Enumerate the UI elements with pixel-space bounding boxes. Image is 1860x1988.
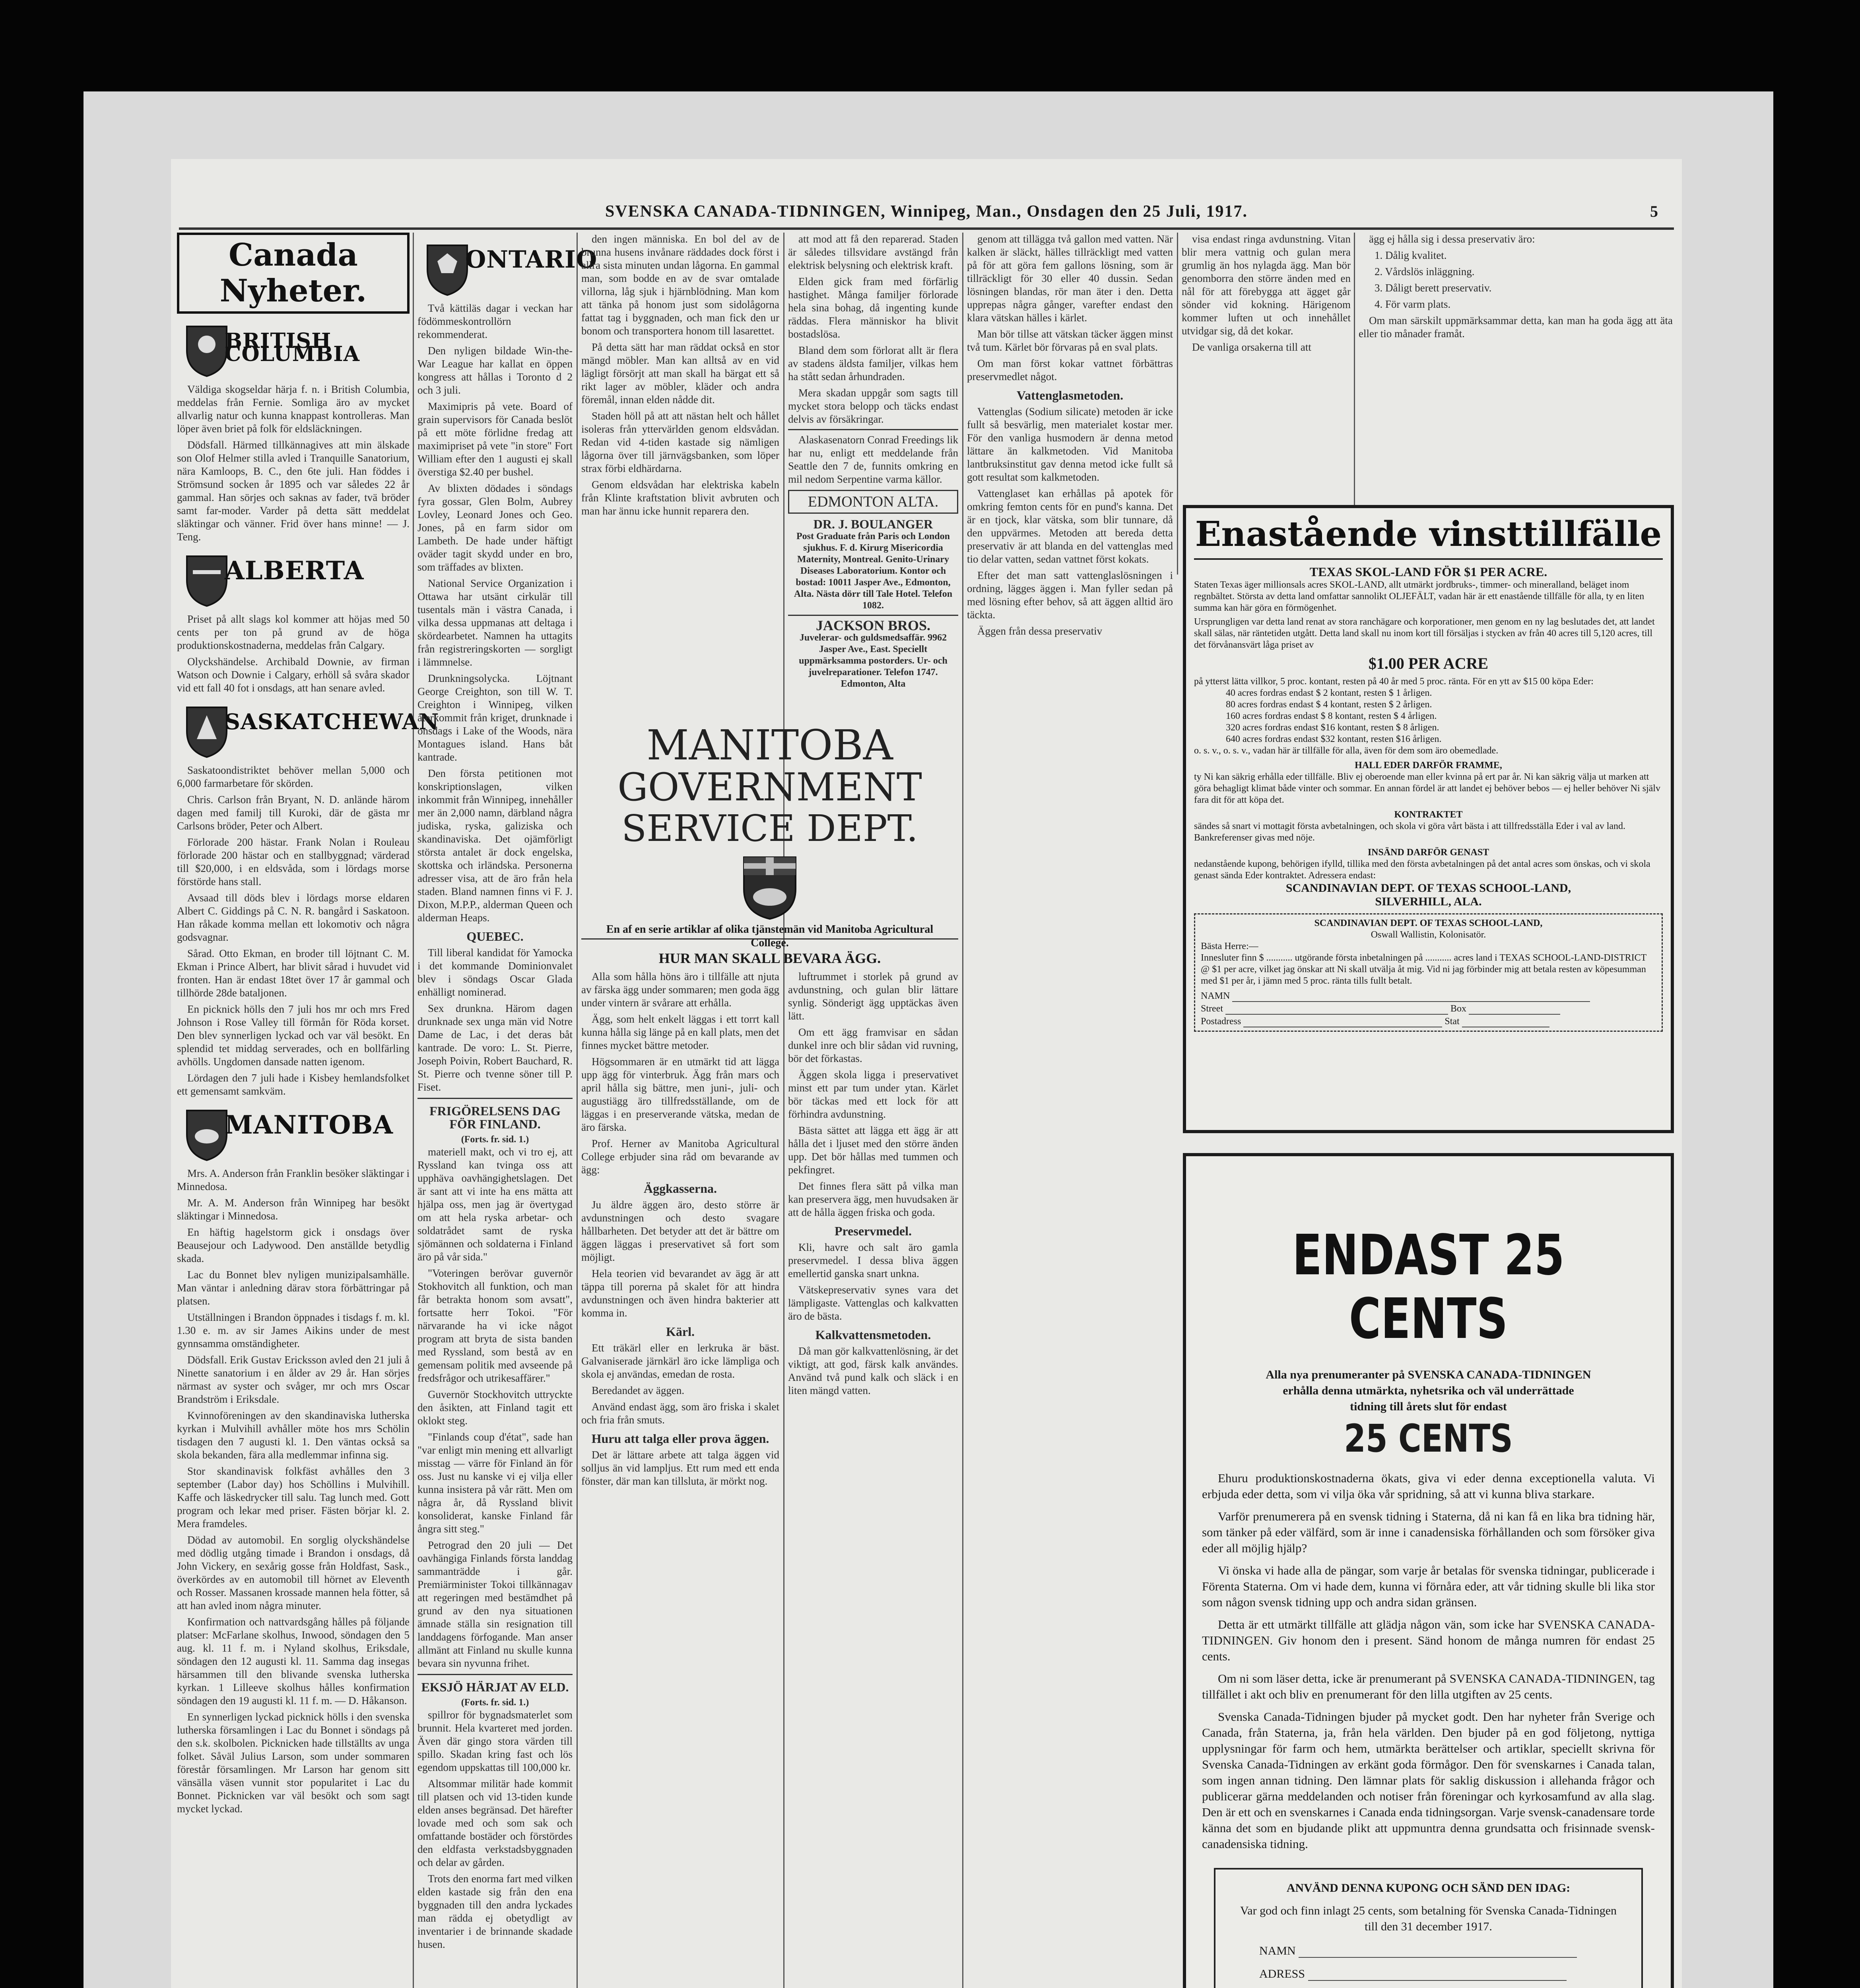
ad-paragraph: Varför prenumerera på en svensk tidning i Staterna, då ni kan få en lika bra tidning här, som tänker på eder välfärd, som är inne i canadensiska förhållanden och som försöker giva eder all möjlig hjälp? bbox=[1202, 1509, 1655, 1555]
ad-paragraph: Detta är ett utmärkt tillfälle att glädja någon vän, som icke har SVENSKA CANADA-TIDNINGEN. Giv honom den i present. Sänd honom de många numren för endast 25 cents. bbox=[1202, 1617, 1655, 1663]
article-paragraph: Ägg, som helt enkelt läggas i ett torrt kall kunna hålla sig länge på en kall plats, men det finnes mycket bättre metoder. bbox=[581, 1013, 779, 1051]
news-item: Dödad av automobil. En sorglig olyckshändelse med dödlig utgång timade i Brandon i onsdags, då John Vickery, en sexårig gosse från Holdfast, Sask., överkördes av en automobil till hörnet av Eleventh och Rosser. Massanen krossade mannen hela fötter, så att han avled inom några minuter. bbox=[177, 1534, 410, 1611]
article-headline: EKSJÖ HÄRJAT AV ELD. bbox=[421, 1680, 569, 1694]
coupon-text: Var god och finn inlagt 25 cents, som betalning för Svenska Canada-Tidningen till den 31 december 1917. bbox=[1240, 1904, 1617, 1933]
column-6-top bbox=[1182, 233, 1351, 495]
coupon-field-label: NAMN bbox=[1259, 1944, 1296, 1957]
ad-paragraph: Svenska Canada-Tidningen bjuder på mycket godt. Den har nyheter från Sverige och Canada, från Staterna, ja, från hela världen. Den bjuder på en god följetong, nyttiga upplysningar för farm och hem, utmärkta berättelser och artiklar, speciellt skrivna för Svenska Canada-Tidningen av erkänt goda förmågor. Den för svenskarnes i Canada talan, som ingen annan tidning. Den lämnar plats för saklig diskussion i allehanda frågor och publicerar gärna meddelanden och notiser från föreningar och kyrkosamfund av alla slag. Den är ett och en svenskarnes i Canada enda tidningsorgan. Varje svensk-canadensare torde känna det som en bjudande plikt att uppmuntra denna grundsatta och frisinnade svensk-canadensiska tidning. bbox=[1202, 1710, 1655, 1851]
news-item: Dödsfall. Erik Gustav Ericksson avled den 21 juli å Ninette sanatorium i en ålder av 29 år. Han sörjes närmast av syster och svåger, mr och mrs Oscar Brandström i Eriksdale. bbox=[177, 1354, 410, 1405]
ad-price: $1.00 PER ACRE bbox=[1368, 654, 1489, 672]
article-paragraph: Petrograd den 20 juli — Det oavhängiga Finlands första landdag sammanträdde i går. Premiärminister Tokoi tillkännagav att regeringen med bestämdhet på grund av den nya situationen ämnade ställa sin resignation till landdagens förfogande. Man anser allmänt att Finland nu skulle kunna bevara sin nyvunna frihet. bbox=[417, 1539, 573, 1669]
article-paragraph: att mod att få den reparerad. Staden är således tillsvidare avstängd från elektrisk belysning och elektrisk kraft. bbox=[788, 233, 958, 271]
ad-title: ENDAST 25 CENTS bbox=[1292, 1223, 1565, 1351]
edmonton-heading: EDMONTON ALTA. bbox=[788, 490, 958, 514]
column-divider bbox=[577, 233, 578, 1988]
name-field[interactable] bbox=[1299, 1945, 1577, 1958]
ad-subtitle: TEXAS SKOL-LAND FÖR $1 PER ACRE. bbox=[1309, 565, 1547, 579]
article-paragraph: "Voteringen berövar guvernör Stokhovitch all funktion, och man får betrakta honom som avsatt", fortsatte herr Tokoi. "För närvarande ha vi icke något program att bryta de sista banden med Ryssland, som bestå av en gemensam politik med avseende på fredsfrågor och utrikesaffärer." bbox=[417, 1267, 573, 1384]
article-paragraph: Äggen från dessa preservativ bbox=[977, 625, 1103, 637]
ad-price: 25 CENTS bbox=[1344, 1416, 1513, 1461]
article-headline: FRIGÖRELSENS DAG FÖR FINLAND. bbox=[429, 1104, 561, 1131]
subheading: Kärl. bbox=[666, 1324, 695, 1339]
province-label: MANITOBA bbox=[225, 1110, 394, 1140]
address-field[interactable] bbox=[1308, 1968, 1567, 1981]
article-paragraph: Äggen skola ligga i preservativet minst ett par tum under ytan. Kärlet bör täckas med ett lock för att förhindra avdunstning. bbox=[788, 1069, 958, 1120]
ad-title: Enastående vinsttillfälle bbox=[1194, 514, 1663, 560]
article-paragraph: Vätskepreservativ synes vara det lämpligaste. Vattenglas och kalkvatten äro de bästa. bbox=[788, 1284, 958, 1322]
province-label: SASKATCHEWAN bbox=[225, 709, 439, 734]
article-paragraph: Hela teorien vid bevarandet av ägg är att täppa till porerna på skalet för att hindra avdunstningen och även hindra bakterier att komma in. bbox=[581, 1268, 779, 1319]
banner-line: GOVERNMENT bbox=[617, 765, 922, 810]
coupon-field-label: Box bbox=[1450, 1004, 1466, 1014]
name-field[interactable] bbox=[1232, 989, 1590, 1002]
ad-line: tidning till årets slut för endast bbox=[1350, 1400, 1507, 1413]
article-paragraph: Ett träkärl eller en lerkruka är bäst. Galvaniserade järnkärl äro icke lämpliga och skola ej användas, emedan de rosta. bbox=[581, 1342, 779, 1380]
ad-text: Ursprungligen var detta land renat av stora ranchägare och korporationer, men genom en ny lag beslutades det, att landet skall sälas, när räntetiden utgått. Detta land skall nu inom kort till försäljas i stycken av från 40 acres till 5,120 acres, till det förvånansvärt låga priset av bbox=[1194, 617, 1655, 650]
news-item: Mrs. A. Anderson från Franklin besöker släktingar i Minnedosa. bbox=[177, 1167, 410, 1192]
saskatchewan-header bbox=[177, 699, 439, 759]
news-item: Till liberal kandidat för Yamocka i det kommande Dominionvalet blev i söndags Oscar Glada enhälligt nominerad. bbox=[417, 947, 573, 998]
news-item: Av blixten dödades i söndags fyra gossar, Glen Bolm, Aubrey Lovley, Leonard Jones och Geo. Jones, på en farm sidor om Lambeth. De hade under häftigt oväder tagit skydd under en bro, som träffades av blixten. bbox=[417, 482, 573, 573]
ad-text: på ytterst lätta villkor, 5 proc. kontant, resten på 40 år med 5 proc. ränta. För en ytt av $15 00 köpa Eder: bbox=[1194, 676, 1594, 687]
news-item: Förlorade 200 hästar. Frank Nolan i Rouleau förlorade 200 hästar och en stallbyggnad; värderad till $20,000, i en eldsvåda, som i lördags morse förstörde hans stall. bbox=[177, 836, 410, 887]
article-paragraph: Elden gick fram med förfärlig hastighet. Många familjer förlorade hela sina bohag, då ingenting kunde räddas. Flera människor ha blivit bostadslösa. bbox=[788, 276, 958, 340]
article-headline: HUR MAN SKALL BEVARA ÄGG. bbox=[658, 950, 881, 966]
province-label: ALBERTA bbox=[225, 556, 364, 586]
article-paragraph: Använd endast ägg, som äro friska i skalet och fria från smuts. bbox=[581, 1401, 779, 1426]
subheading: Preservmedel. bbox=[835, 1224, 912, 1238]
article-paragraph: den ingen människa. En bol del av de brunna husens invånare räddades dock först i allra sista minuten undan lågorna. En gammal man, som bodde en av de svar omtalade villorna, låg sjuk i hjärnblödning. Man kom att tänka på honom just som sidolågorna fattat tag i byggnaden, och man fick den ur bonom och transportera honom till lasarettet. bbox=[581, 233, 779, 337]
article-paragraph: Mera skadan uppgår som sagts till mycket stora belopp och täcks endast delvis av försäkringar. bbox=[788, 387, 958, 425]
texas-land-advertisement bbox=[1183, 505, 1674, 1133]
article-paragraph: Det finnes flera sätt på vilka man kan preservera ägg, men huvudsaken är att de hålla äggen friska och goda. bbox=[788, 1180, 958, 1218]
news-item: En picknick hölls den 7 juli hos mr och mrs Fred Johnson i Rose Valley till förmån för Röda korset. Den blev synnerligen lyckad och var väl besökt. En splendid tet middag serverades, och en bollfärling avhölls. Ungdomen dansade natten igenom. bbox=[177, 1003, 410, 1068]
news-item: Två kättiläs dagar i veckan har födömmeskontrollörn rekommenderat. bbox=[417, 302, 573, 340]
column-7-top bbox=[1359, 233, 1673, 495]
article-paragraph: Då man gör kalkvattenlösning, är det viktigt, att god, färsk kalk användes. Använd två pund kalk och släck i en liten mängd vatten. bbox=[788, 1345, 958, 1396]
ad-text: nedanstående kupong, behörigen ifylld, tillika med den första avbetalningen på det antal acres som önskas, och vi skola genast sända Eder kontraktet. Adressera endast: bbox=[1194, 859, 1650, 881]
article-paragraph: På detta sätt har man räddat också en stor mängd möbler. Man kan alltså av en vid lägligt försörjt att man skall ha bärgat ett så rikt lager av möbler, kläder och andra föremål, innan elden nådde dit. bbox=[581, 341, 779, 406]
subheading: Äggkasserna. bbox=[643, 1181, 717, 1196]
ontario-header bbox=[417, 237, 598, 297]
subscription-advertisement bbox=[1183, 1153, 1674, 1988]
news-item: Saskatoondistriktet behöver mellan 5,000 och 6,000 farmarbetare för skörden. bbox=[177, 764, 410, 789]
ad-line: Alla nya prenumeranter på SVENSKA CANADA-TIDNINGEN bbox=[1266, 1368, 1591, 1381]
british-columbia-header bbox=[177, 318, 410, 378]
banner-line: MANITOBA bbox=[647, 721, 893, 769]
advertisement-text: Post Graduate från Paris och London sjukhus. F. d. Kirurg Misericordia Maternity, Montreal. Genito-Urinary Diseases Laboratorium. Kontor och bostad: 10011 Jasper Ave., Edmonton, Alta. Nästa dörr till Tale Hotel. Telefon 1082. bbox=[794, 531, 953, 611]
news-item: Mr. A. M. Anderson från Winnipeg har besökt släktingar i Minnedosa. bbox=[177, 1197, 410, 1222]
province-label: ONTARIO bbox=[465, 246, 598, 274]
ad-text: ty Ni kan säkrig erhålla eder tillfälle. Bliv ej oberoende man eller kvinna på ert par år. Ni kan säkrig välja ut marken att göra behagligt klimat både vinter och sommar. En annan fördel är att landet ej behöver bebos — ej heller behöver Ni själv fara dit för att köpa det. bbox=[1194, 772, 1660, 805]
ad-paragraph: Ehuru produktionskostnaderna ökats, giva vi eder denna exceptionella valuta. Vi erbjuda eder detta, som vi vilja öka vår spridning, så att vi kunna bliva starkare. bbox=[1202, 1471, 1655, 1501]
article-paragraph: Kli, havre och salt äro gamla preservmedel. I dessa bliva äggen emellertid ganska snart unkna. bbox=[788, 1241, 958, 1279]
series-note: En af en serie artiklar af olika tjänstemän vid Manitoba Agricultural College. bbox=[606, 923, 934, 949]
article-paragraph: Högsommaren är en utmärkt tid att lägga upp ägg för vinterbruk. Ägg från mars och april hålla sig bättre, men juni-, juli- och augustiägg äro tillfredsställande, om de läggas i en preserverande vätska, medan de äro färska. bbox=[581, 1056, 779, 1133]
coupon-greeting: Bästa Herre:— bbox=[1201, 941, 1258, 951]
news-item: Sex drunkna. Härom dagen drunknade sex unga män vid Notre Dame de Lac, i det deras båt kantrade. De voro: L. St. Pierre, Joseph Poivin, Robert Bauchard, R. St. Pierre och tvenne söner till P. Fiset. bbox=[417, 1002, 573, 1093]
news-item: Olyckshändelse. Archibald Downie, av firman Watson och Downie i Calgary, erhöll så svåra skador vid ett fall 40 fot i onsdags, att han senare avled. bbox=[177, 656, 410, 694]
article-paragraph: Om man först kokar vattnet förbättras preservmedlet något. bbox=[967, 357, 1173, 382]
coupon-field-label: NAMN bbox=[1201, 991, 1230, 1001]
article-paragraph: Alla som hålla höns äro i tillfälle att njuta av färska ägg under sommaren; men goda ägg under vintern är svårare att erhålla. bbox=[581, 971, 779, 1009]
article-paragraph: Staden höll på att att nästan helt och hållet isoleras från yttervärlden genom eldsvådan. Redan vid 4-tiden kastade sig nämligen lågorna över till järnvägsbanken, som löper strax förbi eldhärdarna. bbox=[581, 410, 779, 474]
term-row: 40 acres fordras endast $ 2 kontant, resten $ 1 årligen. bbox=[1226, 688, 1432, 698]
section-title: Canada Nyheter. bbox=[177, 233, 410, 314]
ad-address: SCANDINAVIAN DEPT. OF TEXAS SCHOOL-LAND, bbox=[1285, 881, 1571, 895]
column-divider bbox=[413, 233, 414, 1988]
article-paragraph: visa endast ringa avdunstning. Vitan blir mera vattnig och gulan mera grumlig än hos nylagda ägg. Man bör genomborra den större änden med en nål för att förebygga att ägget går sönder vid kokning. Härigenom kommer luften ut och innehållet utvidgar sig, då det kokar. bbox=[1182, 233, 1351, 337]
column-divider bbox=[1177, 233, 1178, 575]
list-item: 4. För varm plats. bbox=[1375, 298, 1451, 310]
subscription-coupon[interactable] bbox=[1214, 1868, 1643, 1988]
column-canada-nyheter bbox=[177, 233, 439, 1988]
banner-line: SERVICE DEPT. bbox=[621, 807, 918, 850]
article-paragraph: Prof. Herner av Manitoba Agricultural College erbjuder sina råd om bevarande av ägg: bbox=[581, 1138, 779, 1176]
box-field[interactable] bbox=[1469, 1002, 1560, 1015]
article-continuation-note: (Forts. fr. sid. 1.) bbox=[461, 1697, 529, 1708]
postal-address-field[interactable] bbox=[1243, 1015, 1442, 1027]
term-row: 80 acres fordras endast $ 4 kontant, resten $ 2 årligen. bbox=[1226, 699, 1432, 710]
term-row: 320 acres fordras endast $16 kontant, resten $ 8 årligen. bbox=[1226, 722, 1439, 733]
ad-paragraph: Vi önska vi hade alla de pängar, som varje år betalas för svenska tidningar, publicerade i Förenta Staterna. Om vi hade dem, kunna vi förnåra eder, att vår tidning skulle bli lika stor som någon svensk tidning upp och andra sidan gränsen. bbox=[1202, 1563, 1655, 1609]
news-item: Den nyligen bildade Win-the-War League har kallat en öppen kongress att hållas i Toronto d 2 och 3 juli. bbox=[417, 345, 573, 396]
article-paragraph: Trots den enorma fart med vilken elden kastade sig från den ena byggnaden till den andra lyckades man rädda ej obetydligt av inventarier i de brinnande skadade husen. bbox=[417, 1873, 573, 1950]
subheading: Vattenglasmetoden. bbox=[1016, 388, 1124, 402]
term-row: 640 acres fordras endast $32 kontant, resten $16 årligen. bbox=[1226, 734, 1442, 744]
manitoba-government-banner bbox=[581, 721, 958, 949]
article-paragraph: "Finlands coup d'état", sade han "var enligt min mening ett allvarligt misstag — värre för Finland än för oss. Just nu kanske vi ej vilja eller kunna insistera på vår rätt. Men om några år, då Ryssland blivit konsoliderat, kanske Finland får ångra sitt steg." bbox=[417, 1431, 573, 1535]
coupon-text: Innesluter finn $ ........... utgörande första inbetalningen på ........... acres land i TEXAS SCHOOL-LAND-DISTRICT @ $1 per acre, vilket jag önskar att Ni skall utvälja åt mig. Vid ni jag förbinder mig att betala resten av köpesumman med $1 per år, i jämn med 5 proc. ränta tills fullt betalt. bbox=[1201, 953, 1646, 986]
ad-subheading: HALL EDER DARFÖR FRAMME, bbox=[1355, 760, 1502, 771]
column-3-egg-article bbox=[581, 970, 779, 1988]
ad-address: SILVERHILL, ALA. bbox=[1375, 895, 1482, 908]
article-paragraph: Bland dem som förlorat allt är flera av stadens äldsta familjer, vilkas hem ha stått sedan århundraden. bbox=[788, 344, 958, 382]
article-paragraph: Ju äldre äggen äro, desto större är avdunstningen och desto svagare hållbarheten. Det betyder att det är bättre om äggen läggas i preservativet så fort som möjligt. bbox=[581, 1199, 779, 1263]
list-item: 3. Dåligt berett preservativ. bbox=[1375, 282, 1492, 294]
coupon-field-label: Street bbox=[1201, 1004, 1223, 1014]
coupon-heading: SCANDINAVIAN DEPT. OF TEXAS SCHOOL-LAND, bbox=[1314, 918, 1543, 928]
article-paragraph: Om man särskilt uppmärksammar detta, kan man ha goda ägg att äta eller tio månader framåt. bbox=[1359, 315, 1673, 340]
article-paragraph: genom att tillägga två gallon med vatten. När kalken är släckt, hälles tillräckligt med vatten på för att göra fem gallons lösning, som är tillräckligt för 30 eller 40 dussin. Sedan lösningen blandas, rör man äter i den. Detta upprepas några gånger, varefter endast den klara vätskan hälles i kärlet. bbox=[967, 233, 1173, 324]
article-paragraph: Man bör tillse att vätskan täcker äggen minst två tum. Kärlet bör förvaras på en sval plats. bbox=[967, 328, 1173, 353]
news-item: Väldiga skogseldar härja f. n. i British Columbia, meddelas från Fernie. Somliga äro av mycket allvarlig natur och kunna knappast kontrolleras. Man löper även briet på folk för eldsläckningen. bbox=[177, 383, 410, 435]
news-item: Konfirmation och nattvardsgång hålles på följande platser: McFarlane skolhus, Inwood, söndagen den 5 aug. kl. 11 f. m. i Nyland skolhus, Eriksdale, söndagen den 12 augusti kl. 11. Samma dag insegas härsammen till den blivande svenska lutherska kyrkan. 1 Lilleeve skolhus hålles konfirmation söndagen den 19 augusti kl. 11 f. m. — D. Håkanson. bbox=[177, 1616, 410, 1706]
article-paragraph: Altsommar militär hade kommit till platsen och vid 13-tiden kunde elden anses begränsad. Det härefter lovade med och som sak och omfattande bostäder och förstördes den eldfasta verkstadsbyggnaden och delar av gården. bbox=[417, 1778, 573, 1868]
section-heading: QUEBEC. bbox=[466, 929, 524, 944]
news-item: Drunkningsolycka. Löjtnant George Creighton, son till W. T. Creighton i Winnipeg, vilken återkommit från kriget, drunknade i onsdags i Lake of the Woods, nära Montagues island. Hans båt kantrade. bbox=[417, 672, 573, 763]
coupon-subheading: Oswall Wallistin, Kolonisatör. bbox=[1371, 930, 1486, 940]
article-paragraph: Bästa sättet att lägga ett ägg är att hålla det i ljuset med den större änden upp. Det bör hållas med tummen och pekfingret. bbox=[788, 1124, 958, 1176]
news-item: Den första petitionen mot konskriptionslagen, vilken inkommit från Winnipeg, innehåller mer än 2,000 namn, därbland några judiska, ryska, galiziska och skandinaviska. Det ojämförligt största antalet är dock engelska, skottska och irländska. Personerna adresser visa, att de äro från hela staden. Bland namnen finns vi F. J. Dixon, M.P.P., alderman Queen och alderman Heaps. bbox=[417, 767, 573, 924]
article-paragraph: luftrummet i storlek på grund av avdunstning, och gulan blir lättare synlig. Sönderigt ägg upptäckas även lätt. bbox=[788, 971, 958, 1022]
term-row: 160 acres fordras endast $ 8 kontant, resten $ 4 årligen. bbox=[1226, 711, 1437, 721]
news-item: En synnerligen lyckad picknick hölls i den svenska lutherska församlingen i Lac du Bonnet i söndags på den s.k. skolbolen. Picknicken hade tillställts av unga folket. Såväl Julius Larson, som under sommaren förestår församlingen. Mr Larson har genom sitt vänsälla väsen vunnit stor popularitet i Lac du Bonnet. Picknicken var väl besökt och som sagt mycket lyckad. bbox=[177, 1711, 410, 1815]
coupon-field-label: Postadress bbox=[1201, 1016, 1241, 1027]
article-paragraph: De vanliga orsakerna till att bbox=[1192, 341, 1311, 353]
news-item: Alaskasenatorn Conrad Freedings lik har nu, enligt ett meddelande från Seattle den 7 de, funnits omkring en mil nedom Serpentine varma källor. bbox=[788, 434, 958, 485]
news-item: Sårad. Otto Ekman, en broder till löjtnant C. M. Ekman i Prince Albert, har blivit sårad i huvudet vid fronten. Han är endast 18tet över 17 år gammal och tillhörde 28de bataljonen. bbox=[177, 947, 410, 999]
news-item: Kvinnoföreningen av den skandinaviska lutherska kyrkan i Mulvihill avhåller möte hos mrs Schölin tisdagen den 7 augusti kl. 1. Den väntas också sa skola bekanden, fära alla medlemmar infinna sig. bbox=[177, 1409, 410, 1461]
list-item: 1. Dålig kvalitet. bbox=[1375, 249, 1447, 261]
ad-text: Staten Texas äger millionsals acres SKOL-LAND, allt utmärkt jordbruks-, timmer- och mineralland, beläget inom regnbältet. Största av detta land omfattar sannolikt OLJEFÄLT, vadan här är ett enastående tillfälle för alla, ty en liten summa kan här göra en förmögenhet. bbox=[1194, 580, 1644, 613]
advertiser-name: DR. J. BOULANGER bbox=[813, 517, 933, 531]
column-ontario bbox=[417, 233, 598, 1988]
coupon-field-label: Stat bbox=[1445, 1016, 1460, 1027]
column-4-top bbox=[788, 233, 958, 722]
article-paragraph: Genom eldsvådan har elektriska kabeln från Klinte kraftstation blivit avbruten och man har ännu icke hunnit reparera den. bbox=[581, 479, 779, 517]
article-paragraph: materiell makt, och vi tro ej, att Ryssland kan tvinga oss att upphäva oavhängighetslagen. Det är sant att vi inte ha ens mätta att hjälpa oss, men jag är övertygad om att hela ryska arbetar- och soldatrådet samt de ryska sjömännen och soldaterna i Finland äro på vår sida." bbox=[417, 1146, 573, 1263]
ad-subheading: KONTRAKTET bbox=[1394, 810, 1463, 820]
manitoba-header bbox=[177, 1103, 410, 1162]
article-paragraph: Om ett ägg framvisar en sådan dunkel inre och blir sådan vid ruvning, bör det förkastas. bbox=[788, 1026, 958, 1064]
news-item: Priset på allt slags kol kommer att höjas med 50 cents per ton på grund av de höga produktionskostnaderna, meddelas från Calgary. bbox=[177, 613, 410, 651]
ad-line: erhålla denna utmärkta, nyhetsrika och väl underrättade bbox=[1283, 1384, 1574, 1397]
article-paragraph: Beredandet av äggen. bbox=[592, 1384, 685, 1396]
order-coupon[interactable] bbox=[1194, 913, 1663, 1032]
coupon-heading: ANVÄND DENNA KUPONG OCH SÄND DEN IDAG: bbox=[1286, 1881, 1571, 1895]
subheading: Huru att talga eller prova äggen. bbox=[591, 1431, 769, 1446]
ad-paragraph: Om ni som läser detta, icke är prenumerant på SVENSKA CANADA-TIDNINGEN, tag tillfället i akt och bliv en prenumerant för den lilla utgiften av 25 cents. bbox=[1202, 1672, 1655, 1701]
ad-subheading: INSÄND DARFÖR GENAST bbox=[1367, 847, 1489, 858]
news-item: Lördagen den 7 juli hade i Kisbey hemlandsfolket ett gemensamt samkväm. bbox=[177, 1072, 410, 1097]
column-5-egg-article bbox=[967, 233, 1173, 1306]
street-field[interactable] bbox=[1225, 1002, 1448, 1015]
column-4-egg-article bbox=[788, 970, 958, 1988]
news-item: Maximipris på vete. Board of grain supervisors för Canada beslöt på ett möte förlidne fredag att maximipriset på vete "in store" Fort William efter den 1 augusti ej skall överstiga $2.40 per bushel. bbox=[417, 400, 573, 478]
news-item: Stor skandinavisk folkfäst avhålles den 3 september (Labor day) hos Schöllins i Mulvihill. Kaffe och läskedrycker till salu. Tag lunch med. Gott program och lekar med priser. Fästen börjar kl. 2. Mera framdeles. bbox=[177, 1465, 410, 1530]
news-item: Avsaad till döds blev i lördags morse eldaren Albert C. Giddings på C. N. R. bangård i Saskatoon. Han råkade komma mellan ett lokomotiv och några godsvagnar. bbox=[177, 892, 410, 943]
news-item: Chris. Carlson från Bryant, N. D. anlände härom dagen med familj till Kuroki, där de gästa mr Carlsons bröder, Peter och Albert. bbox=[177, 794, 410, 832]
article-paragraph: ägg ej hålla sig i dessa preservativ äro: bbox=[1369, 233, 1535, 245]
page-number: 5 bbox=[1650, 202, 1658, 220]
article-paragraph: Det är lättare arbete att talga äggen vid solljus än vid lampljus. Ett rum med ett enda fönster, där man kan tillsluta, är mörkt nog. bbox=[581, 1449, 779, 1487]
alberta-header bbox=[177, 548, 410, 608]
ad-text: sändes så snart vi mottagit första avbetalningen, och skola vi göra vårt bästa i att tillfredsställa Eder i val av land. Bankreferenser givas med nöje. bbox=[1194, 821, 1626, 843]
masthead-rule bbox=[179, 227, 1674, 230]
news-item: Utställningen i Brandon öppnades i tisdags f. m. kl. 1.30 e. m. av sir James Aikins under de mest gynnsamma omständigheter. bbox=[177, 1311, 410, 1349]
manitoba-shield-icon bbox=[740, 853, 800, 921]
advertiser-name: JACKSON BROS. bbox=[815, 617, 931, 633]
list-item: 2. Vårdslös inläggning. bbox=[1375, 266, 1475, 278]
news-item: National Service Organization i Ottawa har utsänt cirkulär till tusentals män i västra Canada, i vilka dessa uppmanas att deltaga i skördearbetet. Namnen ha uttagits från registreringskorten — sorgligt i lämmnelse. bbox=[417, 577, 573, 668]
column-divider bbox=[783, 233, 784, 1988]
article-paragraph: Vattenglaset kan erhållas på apotek för omkring femton cents för en pund's kanna. Det är en tjock, klar vätska, som blir tunnare, då den uppvärmes. Metoden att bereda detta preservativ är att blanda en del vattenglas med tio delar vatten, sedan vattnet först kokats. bbox=[967, 487, 1173, 565]
news-item: Lac du Bonnet blev nyligen munizipalsamhälle. Man väntar i anledning därav stora förbättringar på platsen. bbox=[177, 1269, 410, 1307]
province-label: BRITISH COLUMBIA bbox=[225, 329, 360, 366]
ad-text: o. s. v., o. s. v., vadan här är tillfälle för alla, även för dem som äro obemedlade. bbox=[1194, 746, 1499, 756]
masthead: SVENSKA CANADA-TIDNINGEN, Winnipeg, Man., Onsdagen den 25 Juli, 1917. bbox=[605, 202, 1248, 221]
article-paragraph: Guvernör Stockhovitch uttryckte den åsikten, att Finland tagit ett oklokt steg. bbox=[417, 1388, 573, 1427]
article-continuation-note: (Forts. fr. sid. 1.) bbox=[461, 1134, 529, 1145]
advertisement-text: Juvelerar- och guldsmedsaffär. 9962 Jasper Ave., East. Speciellt uppmärksamma postorders. Ur- och juvelreparationer. Telefon 1747. Edmonton, Alta bbox=[799, 633, 947, 689]
article-paragraph: Vattenglas (Sodium silicate) metoden är icke fullt så besvärlig, men materialet kostar mer. För den vanliga husmodern är denna metod lättare än kalkmetoden. Vid Manitoba lantbruksinstitut gav denna metod icke fullt så gott resultat som kalkmetoden. bbox=[967, 406, 1173, 483]
column-divider bbox=[962, 233, 963, 1988]
coupon-field-label: ADRESS bbox=[1259, 1967, 1305, 1980]
article-paragraph: spillror för bygnadsmaterlet som brunnit. Hela kvarteret med jorden. Även där gingo stora värden till spillo. Skadan kring fast och lös egendom uppskattas till 100,000 kr. bbox=[417, 1709, 573, 1773]
news-item: En häftig hagelstorm gick i onsdags över Beausejour och Ladywood. Den anställde betydlig skada. bbox=[177, 1226, 410, 1264]
article-paragraph: Efter det man satt vattenglaslösningen i ordning, lägges äggen i. Man fyller sedan på med lösning efter behov, så att äggen alltid äro täckta. bbox=[967, 569, 1173, 621]
newspaper-page bbox=[171, 159, 1682, 1988]
state-field[interactable] bbox=[1462, 1015, 1549, 1027]
column-3-top bbox=[581, 233, 779, 722]
news-item: Dödsfall. Härmed tillkännagives att min älskade son Olof Helmer stilla avled i Tranquille Sanatorium, nära Kamloops, B. C., den 6te juli. Han föddes i Strömsund socken år 1895 och var således 22 år gammal. Han sörjes och saknas av fader, tvä bröder samt far-moder. Varder på detta sätt meddelat släktingar och vänner. Frid över hans minne! — J. Teng. bbox=[177, 439, 410, 543]
subheading: Kalkvattensmetoden. bbox=[815, 1328, 931, 1342]
